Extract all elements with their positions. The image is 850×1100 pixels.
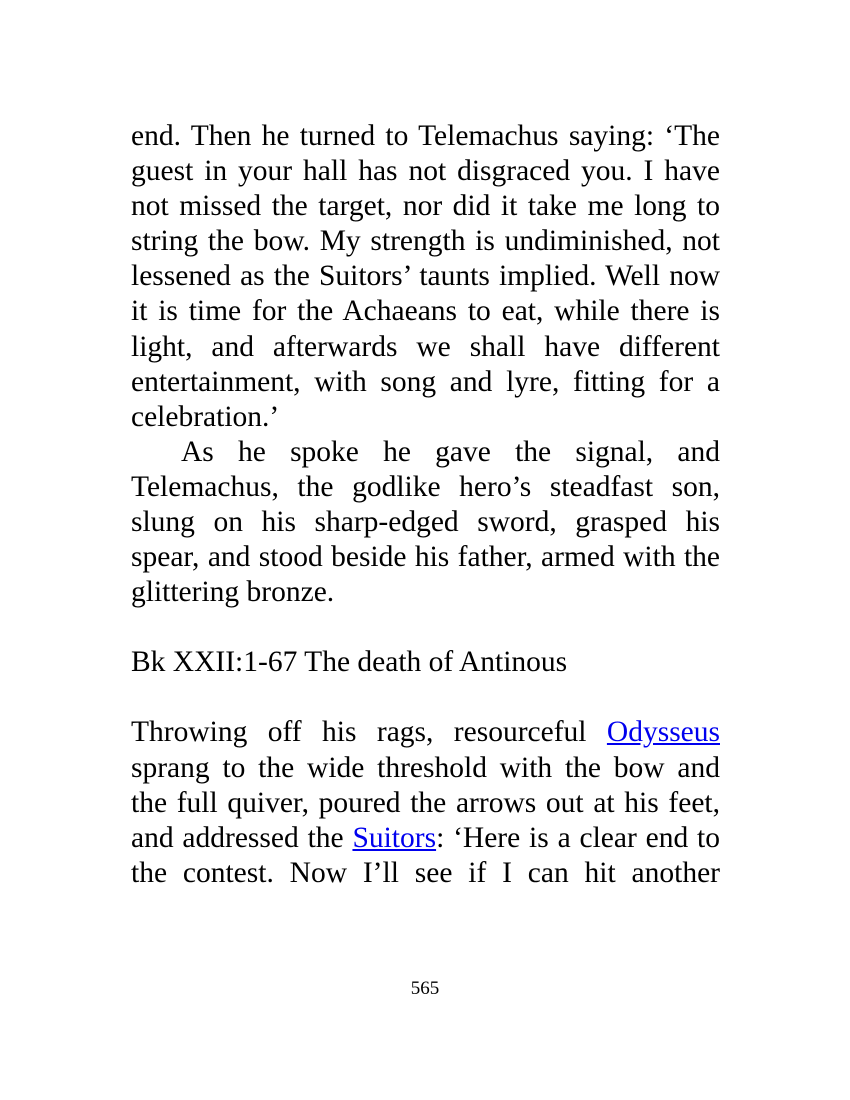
paragraph: As he spoke he gave the signal, and Telemachus, the godlike hero’s steadfast son, slung on his sharp-edged sword, grasped his spear, and stood beside his father, armed with the glittering bronze. <box>131 435 720 609</box>
suitors-link[interactable]: Suitors <box>352 821 437 854</box>
page-number: 565 <box>410 978 440 999</box>
paragraph: end. Then he turned to Telemachus saying: ‘The guest in your hall has not disgraced you. I have not missed the target, nor did it take me long to string the bow. My strength is undiminished, not lessened as the Suitors’ taunts implied. Well now it is time for the Achaeans to eat, while there is light, and afterwards we shall have different entertainment, with song and lyre, fitting for a celebration.’ <box>131 120 720 433</box>
paragraph-text: Throwing off his rags, resourceful <box>131 716 607 749</box>
section-heading: Bk XXII:1-67 The death of Antinous <box>131 646 568 679</box>
odysseus-link[interactable]: Odysseus <box>606 716 720 749</box>
paragraph <box>131 715 720 890</box>
document-body <box>131 119 720 891</box>
paragraph-text: : ‘Here is a clear end to the contest. Now I’ll see if I can hit another <box>131 821 720 889</box>
paragraph-text: sprang to the wide threshold with the bow and the full quiver, poured the arrows out at his feet, and addressed the <box>131 751 720 854</box>
